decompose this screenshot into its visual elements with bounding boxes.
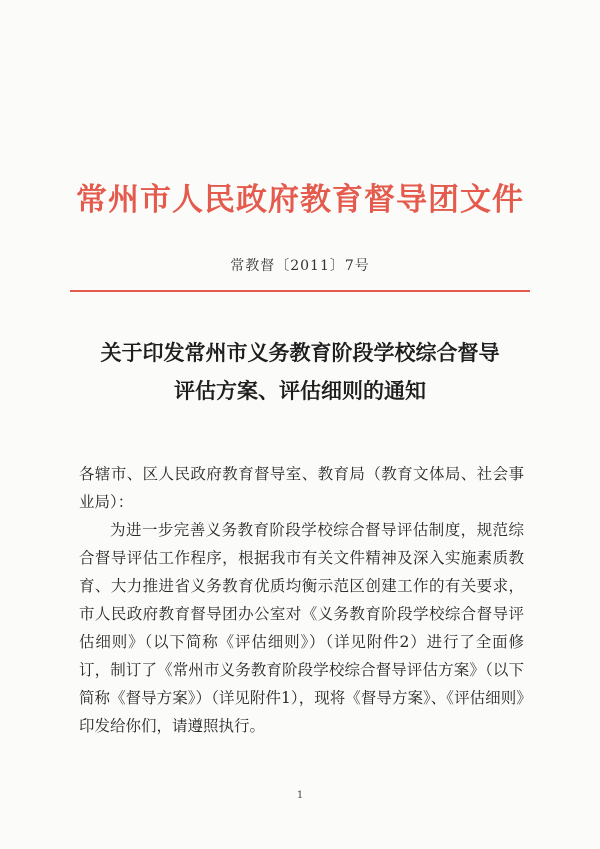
document-body [79,460,524,740]
salutation: 各辖市、区人民政府教育督导室、教育局（教育文体局、社会事业局）： [79,465,524,511]
issuer-header: 常州市人民政府教育督导团文件 [76,182,524,218]
page-number: 1 [296,790,304,801]
body-paragraph: 为进一步完善义务教育阶段学校综合督导评估制度，规范综合督导评估工作程序，根据我市有关文件精神及深入实施素质教育、大力推进省义务教育优质均衡示范区创建工作的有关要求，市人民政府教育督导团办公室对《义务教育阶段学校综合督导评估细则》（以下简称《评估细则》）（详见附件2）进行了全面修订，制订了《常州市义务教育阶段学校综合督导评估方案》（以下简称《督导方案》）（详见附件1），现将《督导方案》、《评估细则》印发给你们，请遵照执行。 [79,521,524,735]
document-title [50,334,550,410]
document-number: 常教督〔2011〕7号 [230,258,370,274]
red-divider-line [70,290,530,292]
title-line-2: 评估方案、评估细则的通知 [174,378,426,403]
title-line-1: 关于印发常州市义务教育阶段学校综合督导 [100,340,500,365]
